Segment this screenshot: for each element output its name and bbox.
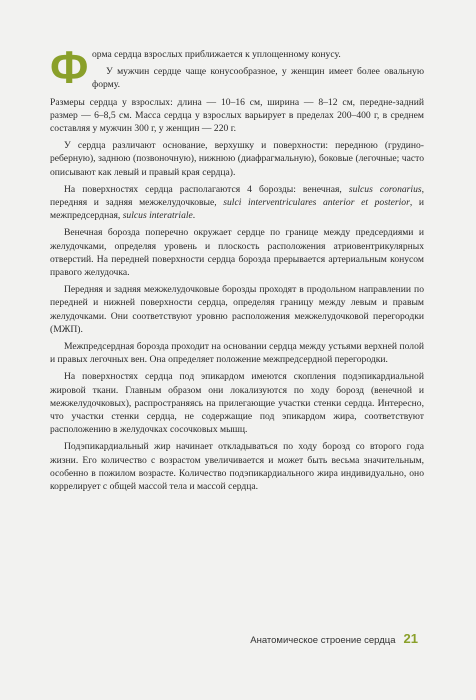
drop-cap: Ф [50, 42, 89, 93]
body-text [50, 42, 425, 497]
paragraph-7: Передняя и задняя межжелудочковые борозды проходят в продольном направлении по передней и нижней поверхности сердца, определяя границу между левым и правым желудочками. Они соответствуют уровню расположения межжелудочковой перегородки (МЖП). [50, 284, 424, 335]
sulci-text-2: , передняя и задняя межжелудочковые, [50, 183, 425, 209]
latin-term-interventriculares: sulci interventriculares anterior et posterior [223, 197, 410, 209]
paragraph-10: Подэпикардиальный жир начинает откладываться по ходу борозд со второго года жизни. Его количество с возрастом увеличивается и может быть весьма значительным, особенно в пожилом возрасте. Количество подэпикардиального жира индивидуально, оно коррелирует с общей массой тела и массой сердца. [50, 441, 424, 493]
latin-term-coronarius: sulcus coronarius [348, 183, 422, 195]
page-number: 21 [403, 631, 418, 646]
paragraph-5 [50, 183, 424, 223]
paragraph-3: Размеры сердца у взрослых: длина — 10–16 см, ширина — 8–12 см, передне-задний размер — 6–8,5 см. Масса сердца у взрослых варьирует в пределах 200–400 г, в среднем составляя у мужчин 300 г, у женщин — 220 г. [50, 96, 424, 135]
paragraph-9: На поверхностях сердца под эпикардом имеются скопления подэпикардиальной жировой ткани. Главным образом они локализуются по ходу борозд (венечной и межжелудочковых), распространяясь на прилегающие участки стенки сердца. Интересно, что участки стенки сердца, не содержащие под эпикардом жира, соответствуют расположению в желудочках сосочковых мышц. [50, 371, 424, 436]
latin-term-interatriale: sulcus interatrialе [122, 210, 193, 222]
sulci-text-1: На поверхностях сердца располагаются 4 борозды: венечная, [64, 183, 349, 195]
paragraph-2: У мужчин сердце чаще конусообразное, у женщин имеет более овальную форму. [92, 66, 424, 91]
paragraph-4: У сердца различают основание, верхушку и поверхности: переднюю (грудино-реберную), заднюю (позвоночную), нижнюю (диафрагмальную), боковые (легочные; часто описывают как левый и правый края сердца). [50, 140, 424, 178]
sulci-text-3: , и межпредсердная, [50, 197, 424, 222]
page-footer [250, 631, 418, 646]
paragraph-1-text: орма сердца взрослых приближается к уплощенному конусу. [92, 49, 341, 60]
running-footer-section: Анатомическое строение сердца [250, 635, 396, 646]
paragraph-6: Венечная борозда поперечно окружает сердце по границе между предсердиями и желудочками, определяя уровень и плоскость расположения атриовентрикулярных отверстий. На передней поверхности сердца борозда прерывается артериальным конусом правого желудочка. [50, 227, 424, 279]
sulci-text-4: . [192, 210, 196, 222]
paragraph-8: Межпредсердная борозда проходит на основании сердца между устьями верхней полой и правых легочных вен. Она определяет положение межпредсердной перегородки. [50, 341, 424, 366]
